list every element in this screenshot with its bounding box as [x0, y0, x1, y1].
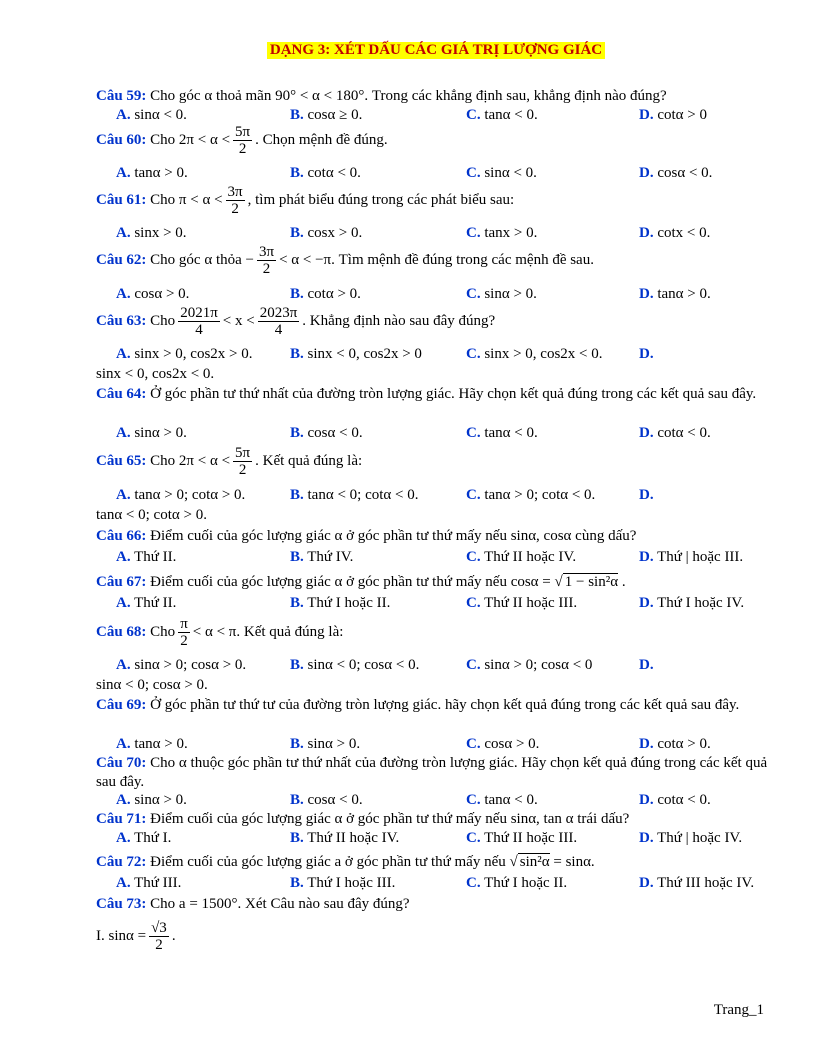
square-root: sin²α	[519, 854, 550, 870]
fraction: $\frac{5\pi}{2}$	[235, 445, 251, 478]
q70-option-d[interactable]: D. cotα < 0.	[639, 792, 711, 808]
q65-option-d-text: tanα < 0; cotα > 0.	[96, 507, 207, 523]
q64-option-d[interactable]: D. cotα < 0.	[639, 425, 711, 441]
q66-option-c[interactable]: C. Thứ II hoặc IV.	[466, 549, 577, 565]
q71-option-b[interactable]: B. Thứ II hoặc IV.	[290, 830, 400, 846]
question-69: Câu 69: Ở góc phần tư thứ tư của đường tròn lượng giác. hãy chọn kết quả đúng trong các kết quả sau đây.	[96, 697, 740, 713]
question-number: Câu 64:	[96, 386, 147, 402]
q68-option-a[interactable]: A. sinα > 0; cosα > 0.	[116, 657, 247, 673]
question-63: Câu 63: Cho $\frac{2021\pi}{4}$ < x < $\frac{2023\pi}{4}$ . Khẳng định nào sau đây đúng?	[96, 305, 496, 338]
q60-option-d[interactable]: D. cosα < 0.	[639, 165, 713, 181]
question-72: Câu 72: Điểm cuối của góc lượng giác a ở góc phần tư thứ mấy nếu √ sin²α = sinα.	[96, 854, 595, 870]
question-73: Câu 73: Cho a = 1500°. Xét Câu nào sau đây đúng?	[96, 896, 410, 912]
q61-option-b[interactable]: B. cosx > 0.	[290, 225, 363, 241]
fraction: $\frac{√3}{2}$	[151, 920, 167, 953]
q67-option-b[interactable]: B. Thứ I hoặc II.	[290, 595, 391, 611]
page-title: DẠNG 3: XÉT DẤU CÁC GIÁ TRỊ LƯỢNG GIÁC	[267, 42, 605, 59]
q59-option-d[interactable]: D. cotα > 0	[639, 107, 707, 123]
q70-option-b[interactable]: B. cosα < 0.	[290, 792, 363, 808]
page-footer: Trang_1	[713, 1002, 764, 1018]
q64-option-a[interactable]: A. sinα > 0.	[116, 425, 187, 441]
question-59	[96, 87, 776, 106]
q68-option-d-text: sinα < 0; cosα > 0.	[96, 677, 208, 693]
q64-option-c[interactable]: C. tanα < 0.	[466, 425, 538, 441]
q67-option-c[interactable]: C. Thứ II hoặc III.	[466, 595, 578, 611]
q71-option-a[interactable]: A. Thứ I.	[116, 830, 172, 846]
q68-option-c[interactable]: C. sinα > 0; cosα < 0	[466, 657, 593, 673]
question-62: Câu 62: Cho góc α thỏa − $\frac{3\pi}{2}$ < α < −π. Tìm mệnh đề đúng trong các mệnh đề sau.	[96, 244, 594, 277]
question-66: Câu 66: Điểm cuối của góc lượng giác α ở góc phần tư thứ mấy nếu sinα, cosα cùng dấu?	[96, 528, 637, 544]
q64-option-b[interactable]: B. cosα < 0.	[290, 425, 363, 441]
fraction: $\frac{2021\pi}{4}$	[180, 305, 218, 338]
q59-option-b[interactable]: B. cosα ≥ 0.	[290, 107, 363, 123]
q60-option-a[interactable]: A. tanα > 0.	[116, 165, 188, 181]
square-root: 1 − sin²α	[564, 574, 619, 590]
q65-option-a[interactable]: A. tanα > 0; cotα > 0.	[116, 487, 246, 503]
q72-option-b[interactable]: B. Thứ I hoặc III.	[290, 875, 396, 891]
question-number: Câu 73:	[96, 896, 147, 912]
question-number: Câu 60:	[96, 131, 147, 148]
q72-option-d[interactable]: D. Thứ III hoặc IV.	[639, 875, 755, 891]
question-number: Câu 71:	[96, 811, 147, 827]
q62-option-d[interactable]: D. tanα > 0.	[639, 286, 711, 302]
question-70: Câu 70: Cho α thuộc góc phần tư thứ nhất của đường tròn lượng giác. Hãy chọn kết quả đúng trong các kết quả sau đây.	[96, 755, 768, 790]
q69-option-a[interactable]: A. tanα > 0.	[116, 736, 188, 752]
q62-option-b[interactable]: B. cotα > 0.	[290, 286, 361, 302]
question-71: Câu 71: Điểm cuối của góc lượng giác α ở góc phần tư thứ mấy nếu sinα, tan α trái dấu?	[96, 811, 630, 827]
fraction: $\frac{3\pi}{2}$	[258, 244, 275, 277]
q63-option-d[interactable]: D.	[639, 346, 654, 362]
question-65: Câu 65: Cho 2π < α < $\frac{5\pi}{2}$ . Kết quả đúng là:	[96, 445, 363, 478]
q63-option-c[interactable]: C. sinx > 0, cos2x < 0.	[466, 346, 603, 362]
q60-option-c[interactable]: C. sinα < 0.	[466, 165, 537, 181]
question-number: Câu 62:	[96, 251, 147, 268]
q66-option-d[interactable]: D. Thứ | hoặc III.	[639, 549, 744, 565]
q72-option-a[interactable]: A. Thứ III.	[116, 875, 182, 891]
q66-option-a[interactable]: A. Thứ II.	[116, 549, 177, 565]
fraction: $\frac{3\pi}{2}$	[227, 184, 243, 217]
question-number: Câu 72:	[96, 854, 147, 870]
q68-option-b[interactable]: B. sinα < 0; cosα < 0.	[290, 657, 420, 673]
question-text: Cho góc α thoả mãn 90° < α < 180°. Trong các khẳng định sau, khẳng định nào đúng?	[150, 88, 667, 104]
q63-option-d-text: sinx < 0, cos2x < 0.	[96, 366, 215, 382]
q63-option-b[interactable]: B. sinx < 0, cos2x > 0	[290, 346, 422, 362]
question-67: Câu 67: Điểm cuối của góc lượng giác α ở góc phần tư thứ mấy nếu cosα = √ 1 − sin²α .	[96, 574, 626, 590]
question-number: Câu 63:	[96, 312, 147, 329]
question-number: Câu 68:	[96, 623, 147, 640]
q66-option-b[interactable]: B. Thứ IV.	[290, 549, 354, 565]
question-68: Câu 68: Cho $\frac{\pi}{2}$ < α < π. Kết quả đúng là:	[96, 616, 344, 649]
q59-option-a[interactable]: A. sinα < 0.	[116, 107, 187, 123]
q69-option-c[interactable]: C. cosα > 0.	[466, 736, 540, 752]
question-61: Câu 61: Cho π < α < $\frac{3\pi}{2}$ , tìm phát biểu đúng trong các phát biểu sau:	[96, 184, 515, 217]
q73-statement-i: I. sinα = $\frac{√3}{2}$ .	[96, 920, 176, 953]
question-number: Câu 69:	[96, 697, 147, 713]
q63-option-a[interactable]: A. sinx > 0, cos2x > 0.	[116, 346, 253, 362]
q61-option-c[interactable]: C. tanx > 0.	[466, 225, 538, 241]
q62-option-c[interactable]: C. sinα > 0.	[466, 286, 537, 302]
q65-option-c[interactable]: C. tanα > 0; cotα < 0.	[466, 487, 596, 503]
q61-option-a[interactable]: A. sinx > 0.	[116, 225, 187, 241]
q71-option-d[interactable]: D. Thứ | hoặc IV.	[639, 830, 743, 846]
q65-option-d[interactable]: D.	[639, 487, 654, 503]
q71-option-c[interactable]: C. Thứ II hoặc III.	[466, 830, 578, 846]
q70-option-c[interactable]: C. tanα < 0.	[466, 792, 538, 808]
q59-option-c[interactable]: C. tanα < 0.	[466, 107, 538, 123]
q67-option-d[interactable]: D. Thứ I hoặc IV.	[639, 595, 745, 611]
q69-option-b[interactable]: B. sinα > 0.	[290, 736, 361, 752]
fraction: $\frac{5\pi}{2}$	[235, 124, 251, 157]
q67-option-a[interactable]: A. Thứ II.	[116, 595, 177, 611]
question-64: Câu 64: Ở góc phần tư thứ nhất của đường tròn lượng giác. Hãy chọn kết quả đúng trong các kết quả sau đây.	[96, 386, 757, 402]
q60-option-b[interactable]: B. cotα < 0.	[290, 165, 361, 181]
fraction: $\frac{2023\pi}{4}$	[259, 305, 298, 338]
question-number: Câu 65:	[96, 452, 147, 469]
q69-option-d[interactable]: D. cotα > 0.	[639, 736, 711, 752]
q68-option-d[interactable]: D.	[639, 657, 654, 673]
title-wrap	[96, 42, 776, 59]
question-60: Câu 60: Cho 2π < α < $\frac{5\pi}{2}$ . Chọn mệnh đề đúng.	[96, 124, 388, 157]
fraction: $\frac{\pi}{2}$	[180, 616, 188, 649]
question-number: Câu 59:	[96, 88, 147, 104]
q61-option-d[interactable]: D. cotx < 0.	[639, 225, 711, 241]
q65-option-b[interactable]: B. tanα < 0; cotα < 0.	[290, 487, 419, 503]
question-number: Câu 66:	[96, 528, 147, 544]
question-number: Câu 70:	[96, 755, 147, 771]
q62-option-a[interactable]: A. cosα > 0.	[116, 286, 190, 302]
question-number: Câu 61:	[96, 191, 147, 208]
q72-option-c[interactable]: C. Thứ I hoặc II.	[466, 875, 568, 891]
q70-option-a[interactable]: A. sinα > 0.	[116, 792, 187, 808]
question-number: Câu 67:	[96, 574, 147, 590]
